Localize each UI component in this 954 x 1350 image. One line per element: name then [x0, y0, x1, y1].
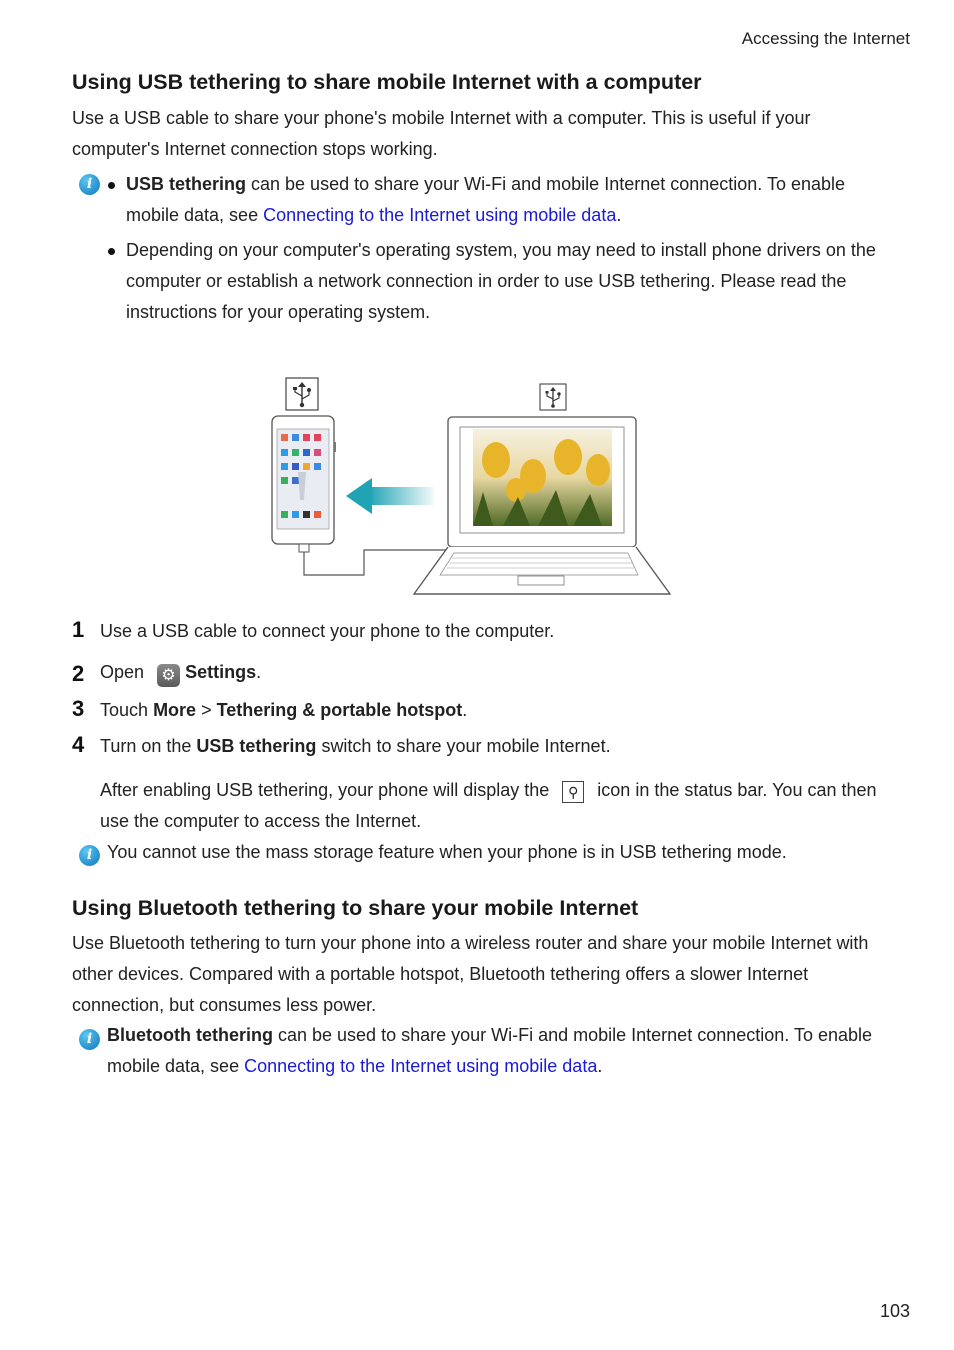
after-steps-text: icon in the status bar. You can then use the computer to access the Internet.	[100, 780, 877, 831]
info-icon: i	[79, 1029, 100, 1050]
note-bold-term: Bluetooth tethering	[107, 1025, 273, 1045]
usb-tethering-illustration	[268, 372, 674, 600]
usb-intro-paragraph: Use a USB cable to share your phone's mobile Internet with a computer. This is useful if your computer's Internet connection stops working.	[72, 108, 811, 159]
usb-section-title: Using USB tethering to share mobile Internet with a computer	[72, 70, 702, 94]
arrow-icon	[346, 478, 434, 514]
step-text: Touch	[100, 700, 149, 720]
note-bold-term: USB tethering	[126, 174, 247, 194]
note-usb-tethering	[126, 169, 886, 231]
step-turn-on-usb	[100, 736, 611, 757]
page-number: 103	[879, 1301, 910, 1321]
step-open-settings	[100, 662, 261, 687]
note-text: can be used to share your Wi-Fi and mobile Internet connection. To enable mobile data, see	[107, 1025, 873, 1076]
step-period: .	[256, 662, 262, 682]
after-steps-paragraph	[100, 775, 890, 837]
more-label: More	[153, 700, 197, 720]
link-mobile-data[interactable]: Connecting to the Internet using mobile data	[263, 205, 617, 225]
tethering-hotspot-label: Tethering & portable hotspot	[216, 700, 463, 720]
usb-icon: ⚲	[562, 781, 584, 803]
step-number: 1	[72, 617, 85, 642]
bullet-dot	[108, 182, 115, 189]
bluetooth-section-title: Using Bluetooth tethering to share your mobile Internet	[72, 896, 639, 920]
step-text: Open	[100, 662, 145, 682]
running-header: Accessing the Internet	[741, 29, 910, 48]
usb-cable	[304, 550, 448, 575]
step-touch-more	[100, 700, 467, 721]
after-steps-text: After enabling USB tethering, your phone will display the	[100, 780, 550, 800]
info-icon: i	[79, 845, 100, 866]
bullet-dot	[108, 248, 115, 255]
mass-storage-note: You cannot use the mass storage feature when your phone is in USB tethering mode.	[107, 842, 787, 862]
settings-label: Settings	[185, 662, 257, 682]
link-mobile-data[interactable]: Connecting to the Internet using mobile data	[244, 1056, 598, 1076]
step-text: Use a USB cable to connect your phone to the computer.	[100, 621, 555, 641]
step-text: switch to share your mobile Internet.	[321, 736, 611, 756]
bluetooth-intro-paragraph: Use Bluetooth tethering to turn your phone into a wireless router and share your mobile Internet with other devices. Compared with a portable hotspot, Bluetooth tethering offers a slower Internet connection, but consumes less power.	[72, 933, 869, 1015]
usb-tethering-label: USB tethering	[196, 736, 317, 756]
usb-icon	[286, 378, 318, 410]
phone-illustration	[272, 416, 336, 552]
note-text: can be used to share your Wi-Fi and mobile Internet connection. To enable mobile data, see	[126, 174, 846, 225]
note-period: .	[597, 1056, 603, 1076]
step-number: 3	[72, 696, 85, 721]
step-number: 4	[72, 732, 85, 757]
menu-separator: >	[201, 700, 212, 720]
settings-icon[interactable]: ⚙	[157, 664, 180, 687]
laptop-illustration	[414, 417, 670, 594]
step-text: Turn on the	[100, 736, 192, 756]
usb-icon	[540, 384, 566, 410]
note-period: .	[616, 205, 622, 225]
info-icon: i	[79, 174, 100, 195]
step-number: 2	[72, 661, 85, 686]
note-drivers: Depending on your computer's operating system, you may need to install phone drivers on the computer or establish a network connection in order to use USB tethering. Please read the instructions for your operating system.	[126, 240, 876, 322]
note-bluetooth-tethering	[107, 1020, 897, 1082]
step-period: .	[462, 700, 468, 720]
